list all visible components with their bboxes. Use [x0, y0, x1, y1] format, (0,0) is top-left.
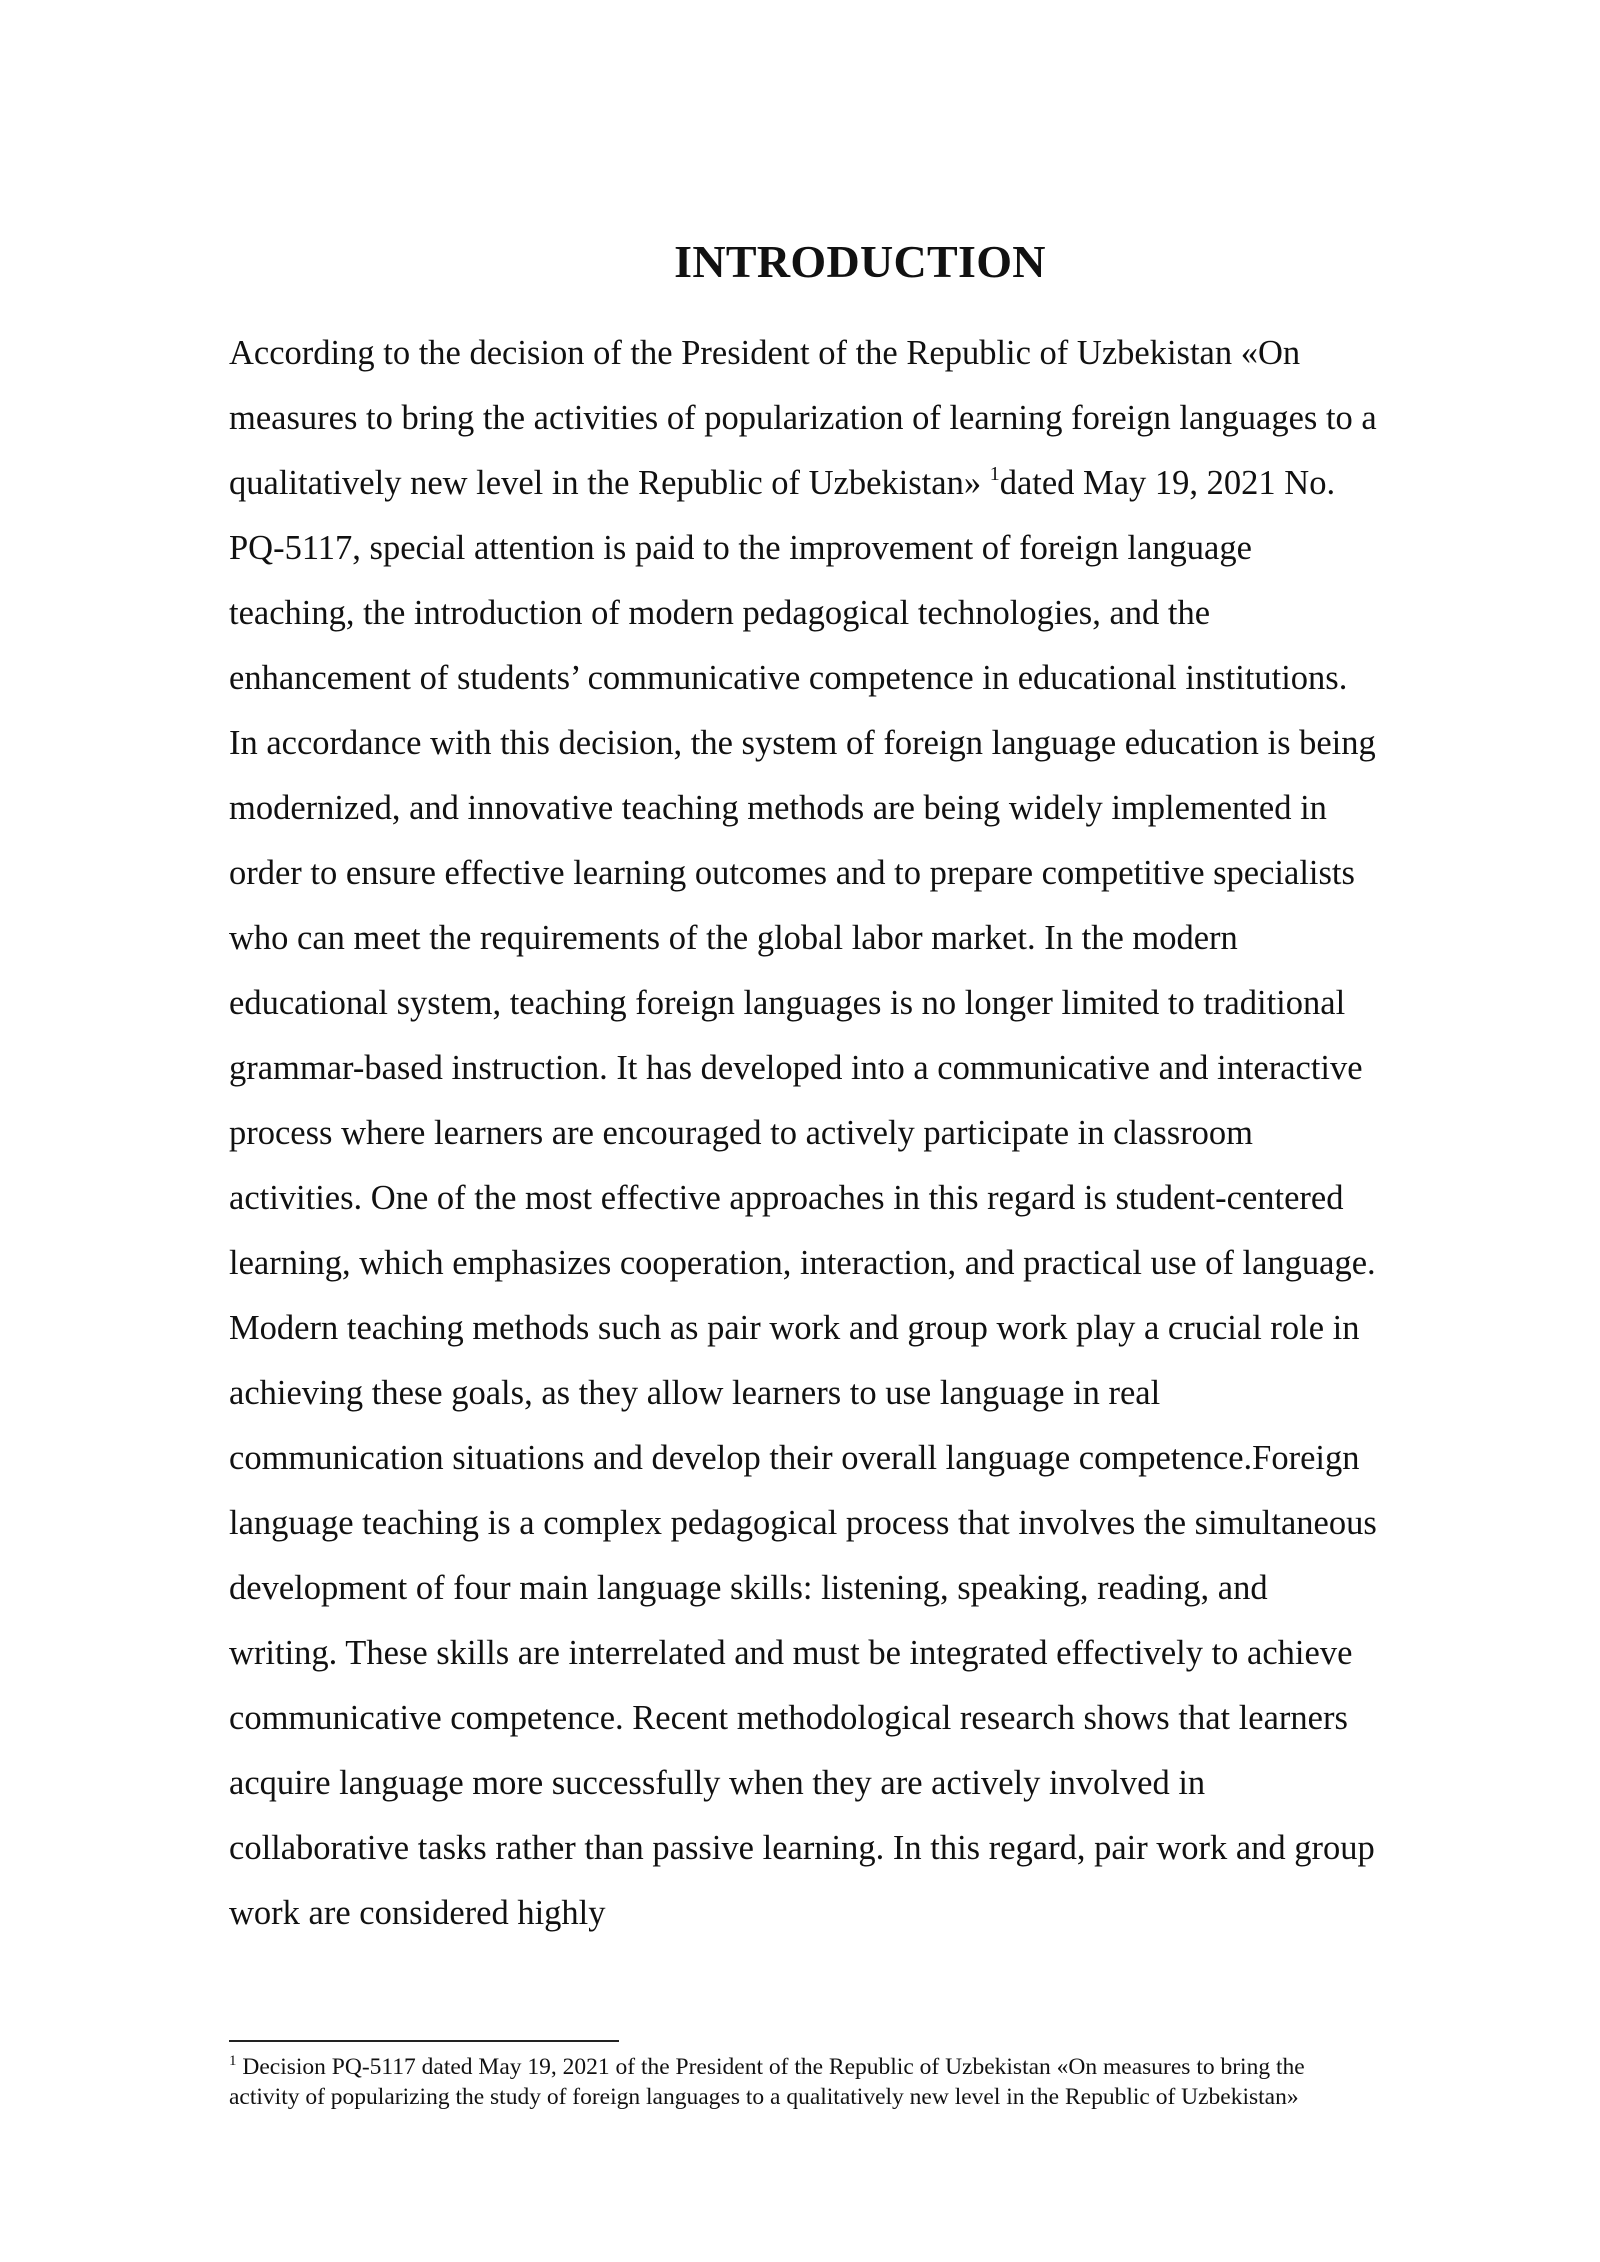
footnote-line	[229, 2052, 1529, 2082]
body-line: collaborative tasks rather than passive learning. In this regard, pair work and group	[229, 1829, 1375, 1867]
body-line: educational system, teaching foreign languages is no longer limited to traditional	[229, 984, 1346, 1022]
body-line: Modern teaching methods such as pair work and group work play a crucial role in	[229, 1309, 1360, 1347]
body-line: process where learners are encouraged to actively participate in classroom	[229, 1114, 1253, 1152]
body-line: development of four main language skills: listening, speaking, reading, and	[229, 1569, 1268, 1607]
body-line: In accordance with this decision, the system of foreign language education is being	[229, 724, 1376, 762]
footnote-marker: 1	[229, 2053, 237, 2069]
body-line: activities. One of the most effective approaches in this regard is student-centered	[229, 1179, 1344, 1217]
body-line: teaching, the introduction of modern pedagogical technologies, and the	[229, 594, 1211, 632]
body-line-continuation: dated May 19, 2021 No.	[999, 464, 1336, 502]
body-line: writing. These skills are interrelated and must be integrated effectively to achieve	[229, 1634, 1353, 1672]
body-line: According to the decision of the President of the Republic of Uzbekistan «On	[229, 334, 1301, 372]
body-line: measures to bring the activities of popularization of learning foreign languages to a	[229, 399, 1377, 437]
body-line-with-footnote-ref	[229, 451, 1494, 516]
footnote-text: Decision PQ-5117 dated May 19, 2021 of the President of the Republic of Uzbekistan «On measures to bring the	[236, 2054, 1305, 2080]
body-line: work are considered highly	[229, 1894, 606, 1932]
body-line: communication situations and develop their overall language competence.Foreign	[229, 1439, 1360, 1477]
footnote-line: activity of popularizing the study of foreign languages to a qualitatively new level in the Republic of Uzbekistan»	[229, 2084, 1299, 2110]
body-line: communicative competence. Recent methodological research shows that learners	[229, 1699, 1348, 1737]
footnote-separator	[229, 2040, 619, 2042]
footnote-reference[interactable]: 1	[989, 463, 1000, 485]
body-line: modernized, and innovative teaching methods are being widely implemented in	[229, 789, 1327, 827]
body-line: order to ensure effective learning outcomes and to prepare competitive specialists	[229, 854, 1355, 892]
footnote	[229, 2052, 1529, 2112]
body-line: language teaching is a complex pedagogical process that involves the simultaneous	[229, 1504, 1377, 1542]
body-line: achieving these goals, as they allow learners to use language in real	[229, 1374, 1161, 1412]
body-line: acquire language more successfully when they are actively involved in	[229, 1764, 1206, 1802]
body-line: enhancement of students’ communicative competence in educational institutions.	[229, 659, 1348, 697]
section-heading: INTRODUCTION	[674, 236, 1046, 287]
body-line-text: qualitatively new level in the Republic of Uzbekistan»	[229, 464, 990, 502]
body-line: learning, which emphasizes cooperation, interaction, and practical use of language.	[229, 1244, 1376, 1282]
body-line: who can meet the requirements of the global labor market. In the modern	[229, 919, 1238, 957]
body-line: grammar-based instruction. It has developed into a communicative and interactive	[229, 1049, 1363, 1087]
body-line: PQ-5117, special attention is paid to the improvement of foreign language	[229, 529, 1252, 567]
body-paragraph	[229, 321, 1494, 1946]
